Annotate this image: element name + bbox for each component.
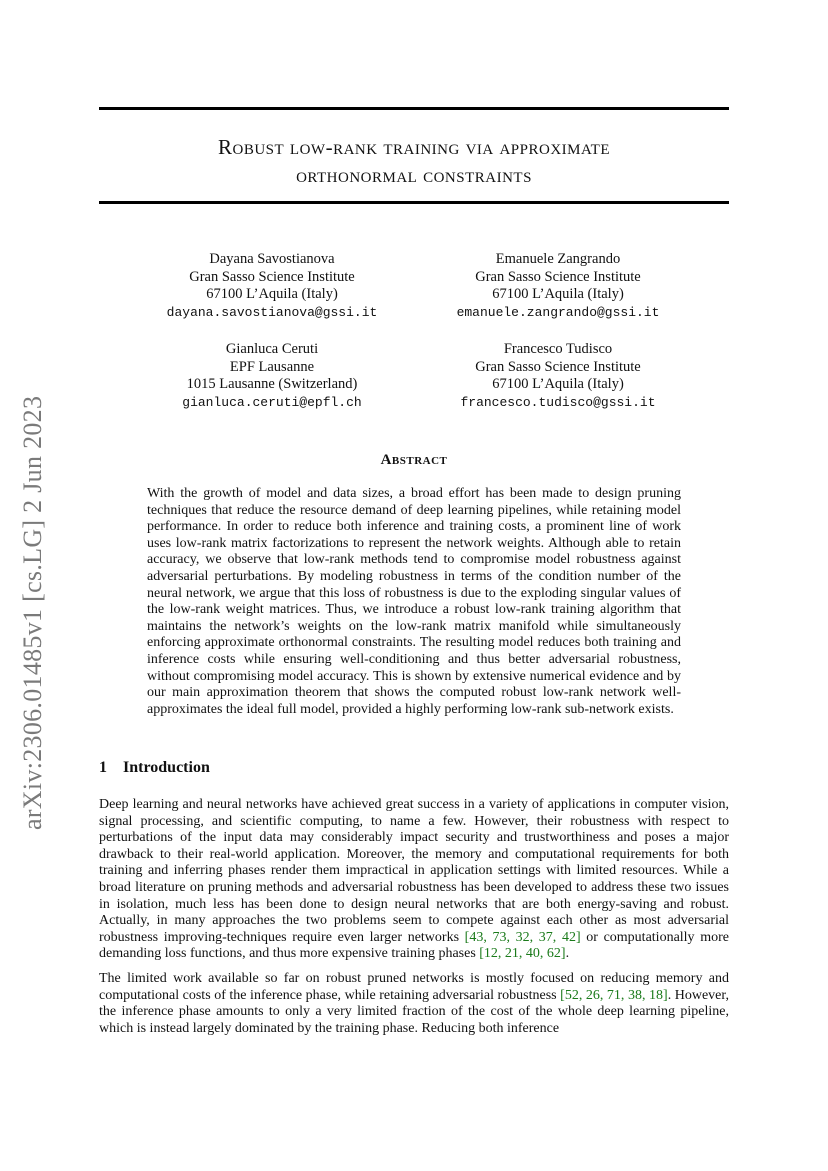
author-email: emanuele.zangrando@gssi.it	[456, 304, 660, 320]
author-name: Gianluca Ceruti	[225, 341, 319, 357]
author-block-1	[122, 251, 422, 321]
section-title: Introduction	[123, 759, 210, 776]
paragraph-text: Deep learning and neural networks have achieved great success in a variety of applications in computer vision, signal processing, and scientific computing, to name a few. However, their robustness with respect to perturbations of the input data may considerably impact security and trustworthiness and poses a major drawback to their real-world application. Moreover, the memory and computational requirements for both training and inferring phases render them impractical in application settings with limited resources. While a broad literature on pruning methods and adversarial robustness has been developed to address these two issues in isolation, much less has been done to design neural networks that are both energy-saving and robust. Actually, in many approaches the two problems seem to compete against each other as most adversarial robustness improving-techniques require even larger networks	[99, 797, 729, 945]
paragraph-text: The limited work available so far on robust pruned networks is mostly focused on reducing memory and computational costs of the inference phase, while retaining adversarial robustness	[99, 971, 729, 1003]
paragraph-text: .	[565, 946, 570, 962]
author-affiliation: Gran Sasso Science Institute	[475, 268, 641, 285]
title-rule-bottom	[99, 201, 729, 204]
author-name: Dayana Savostianova	[209, 251, 335, 267]
title-line-2: orthonormal constraints	[296, 163, 532, 187]
author-affiliation: Gran Sasso Science Institute	[475, 358, 641, 375]
author-location: 67100 L’Aquila (Italy)	[492, 376, 624, 392]
intro-paragraph-1	[99, 797, 729, 963]
citation-link[interactable]: [12, 21, 40, 62]	[479, 946, 566, 962]
abstract-heading: Abstract	[380, 452, 448, 468]
author-location: 1015 Lausanne (Switzerland)	[186, 376, 358, 392]
abstract-text: With the growth of model and data sizes, a broad effort has been made to design pruning techniques that reduce the resource demand of deep learning pipelines, while retaining model performance. In order to reduce both inference and training costs, a prominent line of work uses low-rank matrix factorizations to represent the network weights. Although able to retain accuracy, we observe that low-rank methods tend to compromise model robustness against adversarial perturbations. By modeling robustness in terms of the condition number of the neural network, we argue that this loss of robustness is due to the exploding singular values of the low-rank weight matrices. Thus, we introduce a robust low-rank training algorithm that maintains the network’s weights on the low-rank matrix manifold while simultaneously enforcing approximate orthonormal constraints. The resulting model reduces both training and inference costs while ensuring well-conditioning and thus better adversarial robustness, without compromising model accuracy. This is shown by extensive numerical evidence and by our main approximation theorem that shows the computed robust low-rank network well-approximates the ideal full model, provided a highly performing low-rank sub-network exists.	[147, 486, 681, 717]
paper-title	[99, 133, 729, 189]
citation-link[interactable]: [43, 73, 32, 37, 42]	[464, 929, 581, 945]
title-line-1: Robust low-rank training via approximate	[218, 135, 610, 159]
author-name: Emanuele Zangrando	[495, 251, 621, 267]
section-number: 1	[99, 759, 107, 776]
author-block-2	[408, 251, 708, 321]
section-heading	[99, 759, 210, 777]
author-affiliation: Gran Sasso Science Institute	[189, 268, 355, 285]
author-name: Francesco Tudisco	[503, 341, 613, 357]
title-rule-top	[99, 107, 729, 110]
citation-link[interactable]: [52, 26, 71, 38, 18]	[560, 987, 668, 1003]
author-location: 67100 L’Aquila (Italy)	[492, 286, 624, 302]
author-block-3	[122, 341, 422, 411]
paragraph-text: or computationally more demanding loss functions, and thus more expensive training phases	[99, 929, 729, 962]
author-location: 67100 L’Aquila (Italy)	[206, 286, 338, 302]
intro-paragraph-2	[99, 971, 729, 1037]
author-email: gianluca.ceruti@epfl.ch	[182, 394, 362, 410]
author-email: dayana.savostianova@gssi.it	[166, 304, 378, 320]
paragraph-text: . However, the inference phase amounts to only a very limited fraction of the cost of the whole deep learning pipeline, which is instead largely dominated by the training phase. Reducing both inference	[99, 987, 730, 1036]
author-affiliation: EPF Lausanne	[229, 358, 315, 375]
author-email: francesco.tudisco@gssi.it	[460, 394, 656, 410]
arxiv-stamp-text: arXiv:2306.01485v1 [cs.LG] 2 Jun 2023	[18, 395, 47, 830]
author-block-4	[408, 341, 708, 411]
